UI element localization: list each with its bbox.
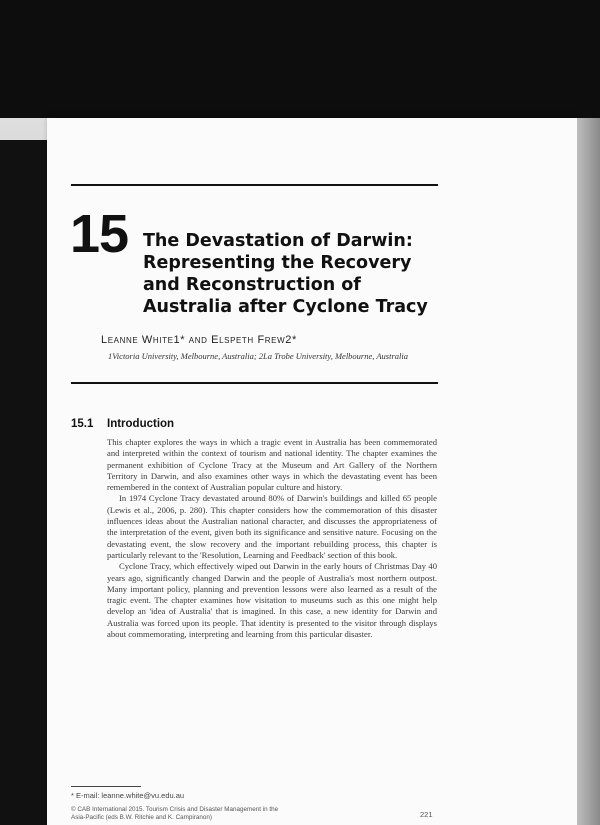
body-text	[107, 437, 437, 640]
paragraph-3: Cyclone Tracy, which effectively wiped out Darwin in the early hours of Christmas Day 40 years ago, significantly changed Darwin and the people of Australia's most northern outpost. Many important policy, planning and prevention lessons were also learned as a result of the tragic event. The chapter examines how visitation to museums such as this one might help develop an 'idea of Australia' that is imagined. In this case, a new identity for Darwin and Australia was forced upon its people. That identity is presented to the visitor through displays about commemorating, interpreting and learning from this particular disaster.	[107, 561, 437, 640]
scanner-dark-band	[0, 0, 600, 118]
paragraph-2: In 1974 Cyclone Tracy devastated around 80% of Darwin's buildings and killed 65 people (Lewis et al., 2006, p. 280). This chapter considers how the commemoration of this disaster influences ideas about the Australian national character, and discusses the appropriateness of the interpretation of the event, given both its significance and sensitive nature. Focusing on the devastating event, the slow recovery and the important rebuilding process, this chapter is particularly relevant to the 'Resolution, Learning and Feedback' section of this book.	[107, 493, 437, 560]
chapter-authors: Leanne White1* and Elspeth Frew2*	[101, 334, 297, 346]
section-heading	[71, 418, 174, 430]
page-edge-shadow	[577, 118, 600, 825]
paragraph-1: This chapter explores the ways in which a tragic event in Australia has been commemorated and interpreted within the context of tourism and national identity. The chapter examines the permanent exhibition of Cyclone Tracy at the Museum and Art Gallery of the Northern Territory in Darwin, and also examines other ways in which the devastating event has been remembered in the context of Australian popular culture and history.	[107, 437, 437, 493]
chapter-bottom-rule	[71, 382, 438, 384]
footnote-email: * E-mail: leanne.white@vu.edu.au	[71, 791, 185, 800]
page-number: 221	[420, 810, 433, 819]
copyright-notice: © CAB International 2015. Tourism Crisis and Disaster Management in the Asia-Pacific (eds B.W. Ritchie and K. Campiranon)	[71, 806, 279, 821]
chapter-number: 15	[70, 204, 129, 264]
chapter-top-rule	[71, 184, 438, 186]
section-title: Introduction	[107, 418, 175, 430]
author-affiliations: 1Victoria University, Melbourne, Australia; 2La Trobe University, Melbourne, Australia	[108, 351, 409, 361]
footnote-rule	[71, 786, 141, 787]
chapter-title: The Devastation of Darwin: Representing the Recovery and Reconstruction of Australia after Cyclone Tracy	[143, 231, 428, 317]
section-number: 15.1	[71, 418, 94, 430]
